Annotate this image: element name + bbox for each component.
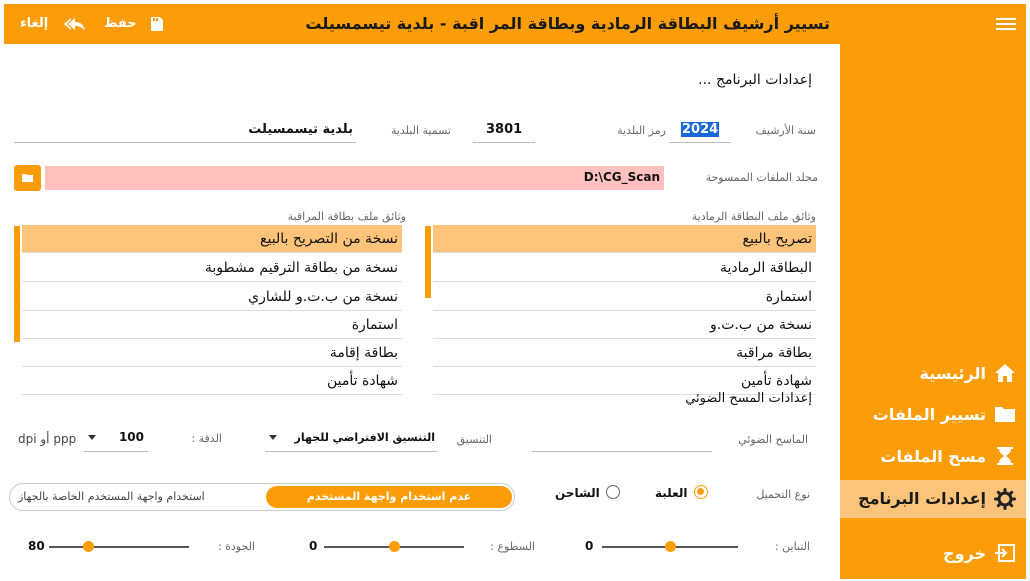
commune-code-input[interactable]: 3801 [486, 122, 523, 137]
list-item[interactable]: نسخة من بطاقة الترقيم مشطوبة [22, 254, 402, 282]
list-item[interactable]: بطاقة مراقبة [433, 339, 816, 367]
format-select[interactable] [265, 426, 437, 452]
save-label: حفظ [104, 16, 137, 31]
folder-icon [994, 404, 1016, 424]
commune-name-label: تسمية البلدية [390, 124, 451, 137]
sidebar-item-label: مسح الملفات [880, 447, 986, 466]
sidebar-item-settings[interactable] [840, 480, 1026, 518]
cancel-button[interactable] [20, 4, 90, 44]
sidebar-item-files[interactable] [840, 396, 1026, 434]
scan-folder-field[interactable] [45, 166, 664, 190]
scanner-select[interactable] [532, 426, 712, 452]
contrast-value: 0 [585, 539, 594, 553]
device-ui-toggle[interactable] [9, 483, 515, 511]
list-item[interactable]: نسخة من ب.ت.و [433, 311, 816, 339]
feeder-label: الشاحن [555, 486, 600, 500]
control-card-docs-list [22, 225, 402, 389]
quality-slider[interactable] [49, 546, 189, 548]
device-ui-option[interactable]: استخدام واجهة المستخدم الخاصة بالجهاز [18, 490, 205, 503]
list-item[interactable]: شهادة تأمين [22, 367, 402, 395]
grey-card-docs-title: وثائق ملف البطاقة الرمادية [691, 210, 816, 223]
commune-code-underline [473, 142, 535, 143]
exit-icon [994, 543, 1016, 563]
list-item[interactable]: نسخة من التصريح بالبيع [22, 225, 402, 253]
folder-open-icon [22, 173, 34, 183]
menu-icon[interactable] [996, 15, 1016, 33]
commune-name-input[interactable]: بلدية تيسمسيلت [248, 122, 353, 137]
brightness-slider-thumb[interactable] [389, 541, 400, 552]
cancel-label: إلغاء [20, 16, 49, 31]
contrast-label: التباين : [774, 540, 810, 553]
settings-panel [4, 44, 840, 579]
list-item[interactable]: نسخة من ب.ت.و للشاري [22, 283, 402, 311]
format-value: التنسيق الافتراضي للجهاز [294, 431, 435, 444]
grey-card-list-scroll-indicator[interactable] [425, 226, 431, 298]
control-card-docs-title: وثائق ملف بطاقة المراقبة [287, 210, 406, 223]
format-label: التنسيق [456, 433, 492, 446]
resolution-unit: dpi أو ppp [18, 432, 77, 446]
list-item[interactable]: استمارة [433, 283, 816, 311]
brightness-value: 0 [309, 539, 318, 553]
load-type-label: نوع التحميل [756, 488, 810, 501]
gear-icon [994, 488, 1016, 510]
archive-year-underline [669, 142, 731, 143]
list-item[interactable]: شهادة تأمين [433, 367, 816, 395]
feeder-radio[interactable] [606, 485, 620, 499]
scan-folder-label: مجلد الملفات الممسوحة [705, 171, 818, 184]
title-bar [4, 4, 1026, 44]
list-item[interactable]: البطاقة الرمادية [433, 254, 816, 282]
quality-value: 80 [28, 539, 45, 553]
sidebar-item-label: إعدادات البرنامج [858, 489, 986, 508]
reply-all-icon [64, 16, 86, 32]
page-title: إعدادات البرنامج ... [698, 72, 812, 88]
sidebar [840, 44, 1026, 579]
sidebar-item-label: تسيير الملفات [872, 405, 986, 424]
resolution-value: 100 [118, 430, 144, 444]
sidebar-item-exit[interactable] [840, 535, 1026, 573]
grey-card-docs-list [433, 225, 816, 389]
archive-year-label: سنة الأرشيف [755, 124, 816, 137]
browse-folder-button[interactable] [14, 165, 41, 191]
resolution-label: الدقة : [191, 432, 222, 445]
sidebar-item-home[interactable] [840, 355, 1026, 393]
tray-label: العلبة [655, 486, 688, 500]
control-card-list-scroll-indicator[interactable] [14, 226, 20, 342]
tray-radio[interactable] [694, 485, 708, 499]
save-button[interactable] [104, 4, 168, 44]
resolution-select[interactable] [84, 426, 148, 452]
save-icon [150, 16, 164, 32]
brightness-label: السطوع : [490, 540, 535, 553]
hourglass-icon [994, 446, 1016, 466]
quality-label: الجودة : [217, 540, 255, 553]
sidebar-item-label: الرئيسية [919, 364, 986, 383]
commune-code-label: رمز البلدية [617, 124, 666, 137]
list-item[interactable]: بطاقة إقامة [22, 339, 402, 367]
list-item[interactable]: تصريح بالبيع [433, 225, 816, 253]
contrast-slider-thumb[interactable] [665, 541, 676, 552]
scan-folder-value: D:\CG_Scan [583, 170, 660, 184]
scan-settings-heading: إعدادات المسح الضوئي [685, 391, 812, 406]
chevron-down-icon [269, 435, 277, 440]
no-device-ui-option[interactable]: عدم استخدام واجهة المستخدم [266, 486, 512, 508]
home-icon [994, 363, 1016, 383]
quality-slider-thumb[interactable] [83, 541, 94, 552]
commune-name-underline [14, 142, 356, 143]
sidebar-item-scan[interactable] [840, 438, 1026, 476]
sidebar-item-label: خروج [943, 544, 986, 563]
list-item[interactable]: استمارة [22, 311, 402, 339]
scanner-label: الماسح الضوئي [738, 433, 808, 446]
window-title: تسيير أرشيف البطاقة الرمادية وبطاقة المر اقبة - بلدية تيسمسيلت [305, 14, 830, 33]
chevron-down-icon [88, 435, 96, 440]
archive-year-input[interactable]: 2024 [682, 122, 719, 137]
